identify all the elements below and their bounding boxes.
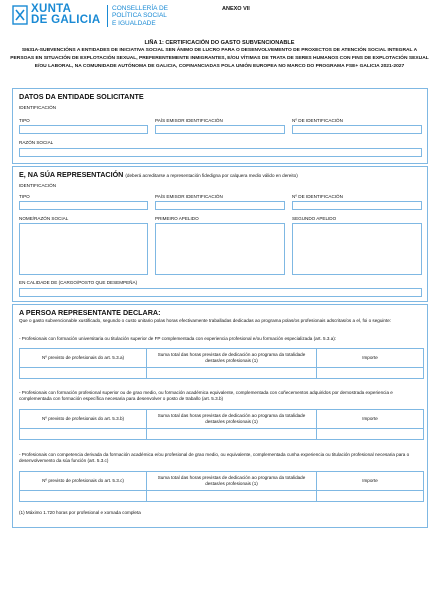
department-line-2: POLÍTICA SOCIAL — [112, 12, 167, 20]
category-a-hours-header: Suma total das horas previstas de dedicación ao programa da totalidade destas/es profesionais (1) — [147, 349, 317, 368]
category-a-count-header: Nº previsto de profesionais do art. 5.3.a) — [20, 349, 147, 368]
rep-type-label: TIPO — [19, 194, 30, 199]
declaration-title: A PERSOA REPRESENTANTE DECLARA: — [19, 308, 161, 317]
rep-type-field[interactable] — [19, 201, 148, 210]
category-b-hours-header: Suma total das horas previstas de dedicación ao programa da totalidade destas/es profesionais (1) — [147, 410, 317, 429]
logo-divider — [107, 5, 108, 27]
rep-surname2-field[interactable] — [292, 223, 422, 275]
xunta-emblem-icon — [12, 5, 28, 25]
category-b-count-header: Nº previsto de profesionais do art. 5.3.b) — [20, 410, 147, 429]
hours-footnote: (1) Máximo 1.720 horas por profesional e xornada completa — [19, 510, 141, 515]
rep-number-field[interactable] — [292, 201, 422, 210]
entity-section-title: DATOS DA ENTIDADE SOLICITANTE — [19, 92, 144, 101]
document-title: LIÑA 1: CERTIFICACIÓN DO GASTO SUBVENCIONABLE — [144, 40, 295, 46]
category-b-amount-header: Importe — [317, 410, 424, 429]
declaration-section — [12, 304, 428, 528]
department-name — [112, 5, 168, 27]
rep-name-field[interactable] — [19, 223, 148, 275]
entity-company-label: RAZÓN SOCIAL — [19, 140, 54, 145]
rep-surname2-label: SEGUNDO APELIDO — [292, 216, 337, 221]
rep-position-label: EN CALIDADE DE (CARGO/POSTO QUE DESEMPEÑA) — [19, 280, 138, 285]
rep-surname1-label: PRIMEIRO APELIDO — [155, 216, 199, 221]
category-c-amount-header: Importe — [317, 472, 424, 491]
rep-country-label: PAÍS EMISOR IDENTIFICACIÓN — [155, 194, 223, 199]
category-c-description: - Profesionais con competencia derivada da formación académica e/ou profesional de grao medio, ou equivalente, complementada cunha experiencia ou titulación profesional necesaria para o desenvolvemento da súa función (art. 5.3.c) — [19, 452, 410, 464]
declaration-intro: Que o gasto subvencionable xustificado, segundo o custo unitario polas horas efectivamente traballadas dedicadas ao programa polas/os profesionais adscritas/os a el, foi o seguinte: — [19, 318, 392, 323]
department-line-1: CONSELLERÍA DE — [112, 5, 168, 12]
representative-section — [12, 166, 428, 302]
category-c-count-field[interactable] — [20, 491, 147, 502]
representative-note: (deberá acreditarse a representación fidedigna por calquera medio válido en dereito) — [125, 173, 298, 178]
brand-line-1: XUNTA — [31, 3, 72, 15]
category-b-hours-field[interactable] — [147, 429, 317, 440]
category-b-description: - Profesionais con formación profesional superior ou de grao medio, ou formación académica equivalente, complementada con coñecementos adquiridos por demostrada experiencia e complementada con formación específica necesaria para desenvolver o posto de traballo (art. 5.3.b) — [19, 390, 393, 402]
category-b-table — [19, 409, 424, 440]
entity-identification-label: IDENTIFICACIÓN — [19, 105, 57, 110]
category-a-amount-header: Importe — [317, 349, 424, 368]
entity-section — [12, 88, 428, 164]
category-a-amount-field[interactable] — [317, 368, 424, 379]
category-a-hours-field[interactable] — [147, 368, 317, 379]
annex-label: ANEXO VII — [222, 6, 250, 12]
entity-country-field[interactable] — [155, 125, 285, 134]
department-line-3: E IGUALDADE — [112, 19, 156, 27]
entity-country-label: PAÍS EMISOR IDENTIFICACIÓN — [155, 118, 223, 123]
category-c-hours-header: Suma total das horas previstas de dedicación ao programa da totalidade destas/es profesionais (1) — [147, 472, 317, 491]
entity-company-field[interactable] — [19, 148, 422, 157]
document-subtitle: SI631A-SUBVENCIÓNS A ENTIDADES DE INICIATIVA SOCIAL SEN ÁNIMO DE LUCRO PARA O DESENVOLVEMENTO DE PROXECTOS DE ATENCIÓN SOCIAL INTEGRAL A PERSOAS EN SITUACIÓN DE EXPLOTACIÓN SEXUAL, PREFERENTEMENTE INMIGRANTES, E/OU VÍTIMAS DE TRATA DE SERES HUMANOS CON FINS DE EXPLOTACIÓN SEXUAL E/OU LABORAL, NA COMUNIDADE AUTÓNOMA DE GALICIA, COFINANCIADAS POLA UNIÓN EUROPEA NO MARCO DO PROGRAMA FSE+ GALICIA 2021-2027 — [10, 48, 429, 69]
rep-identification-label: IDENTIFICACIÓN — [19, 183, 57, 188]
category-c-amount-field[interactable] — [317, 491, 424, 502]
category-a-count-field[interactable] — [20, 368, 147, 379]
xunta-logo — [12, 4, 212, 28]
rep-name-label: NOME/RAZÓN SOCIAL — [19, 216, 69, 221]
category-b-amount-field[interactable] — [317, 429, 424, 440]
category-c-table — [19, 471, 424, 502]
entity-type-field[interactable] — [19, 125, 148, 134]
category-a-description: - Profesionais con formación universitaria ou titulación superior de FP complementada con experiencia profesional e/ou formación especializada (art. 5.3.a): — [19, 336, 337, 341]
rep-surname1-field[interactable] — [155, 223, 285, 275]
rep-number-label: Nº DE IDENTIFICACIÓN — [292, 194, 343, 199]
category-b-count-field[interactable] — [20, 429, 147, 440]
brand-line-2: DE GALICIA — [31, 13, 101, 26]
category-c-count-header: Nº previsto de profesionais do art. 5.3.c) — [20, 472, 147, 491]
representative-title-text: E, NA SÚA REPRESENTACIÓN — [19, 170, 124, 179]
rep-position-field[interactable] — [19, 288, 422, 297]
entity-number-label: Nº DE IDENTIFICACIÓN — [292, 118, 343, 123]
category-a-table — [19, 348, 424, 379]
entity-number-field[interactable] — [292, 125, 422, 134]
representative-section-title — [19, 170, 298, 179]
category-c-hours-field[interactable] — [147, 491, 317, 502]
brand-name — [31, 4, 100, 25]
rep-country-field[interactable] — [155, 201, 285, 210]
entity-type-label: TIPO — [19, 118, 30, 123]
